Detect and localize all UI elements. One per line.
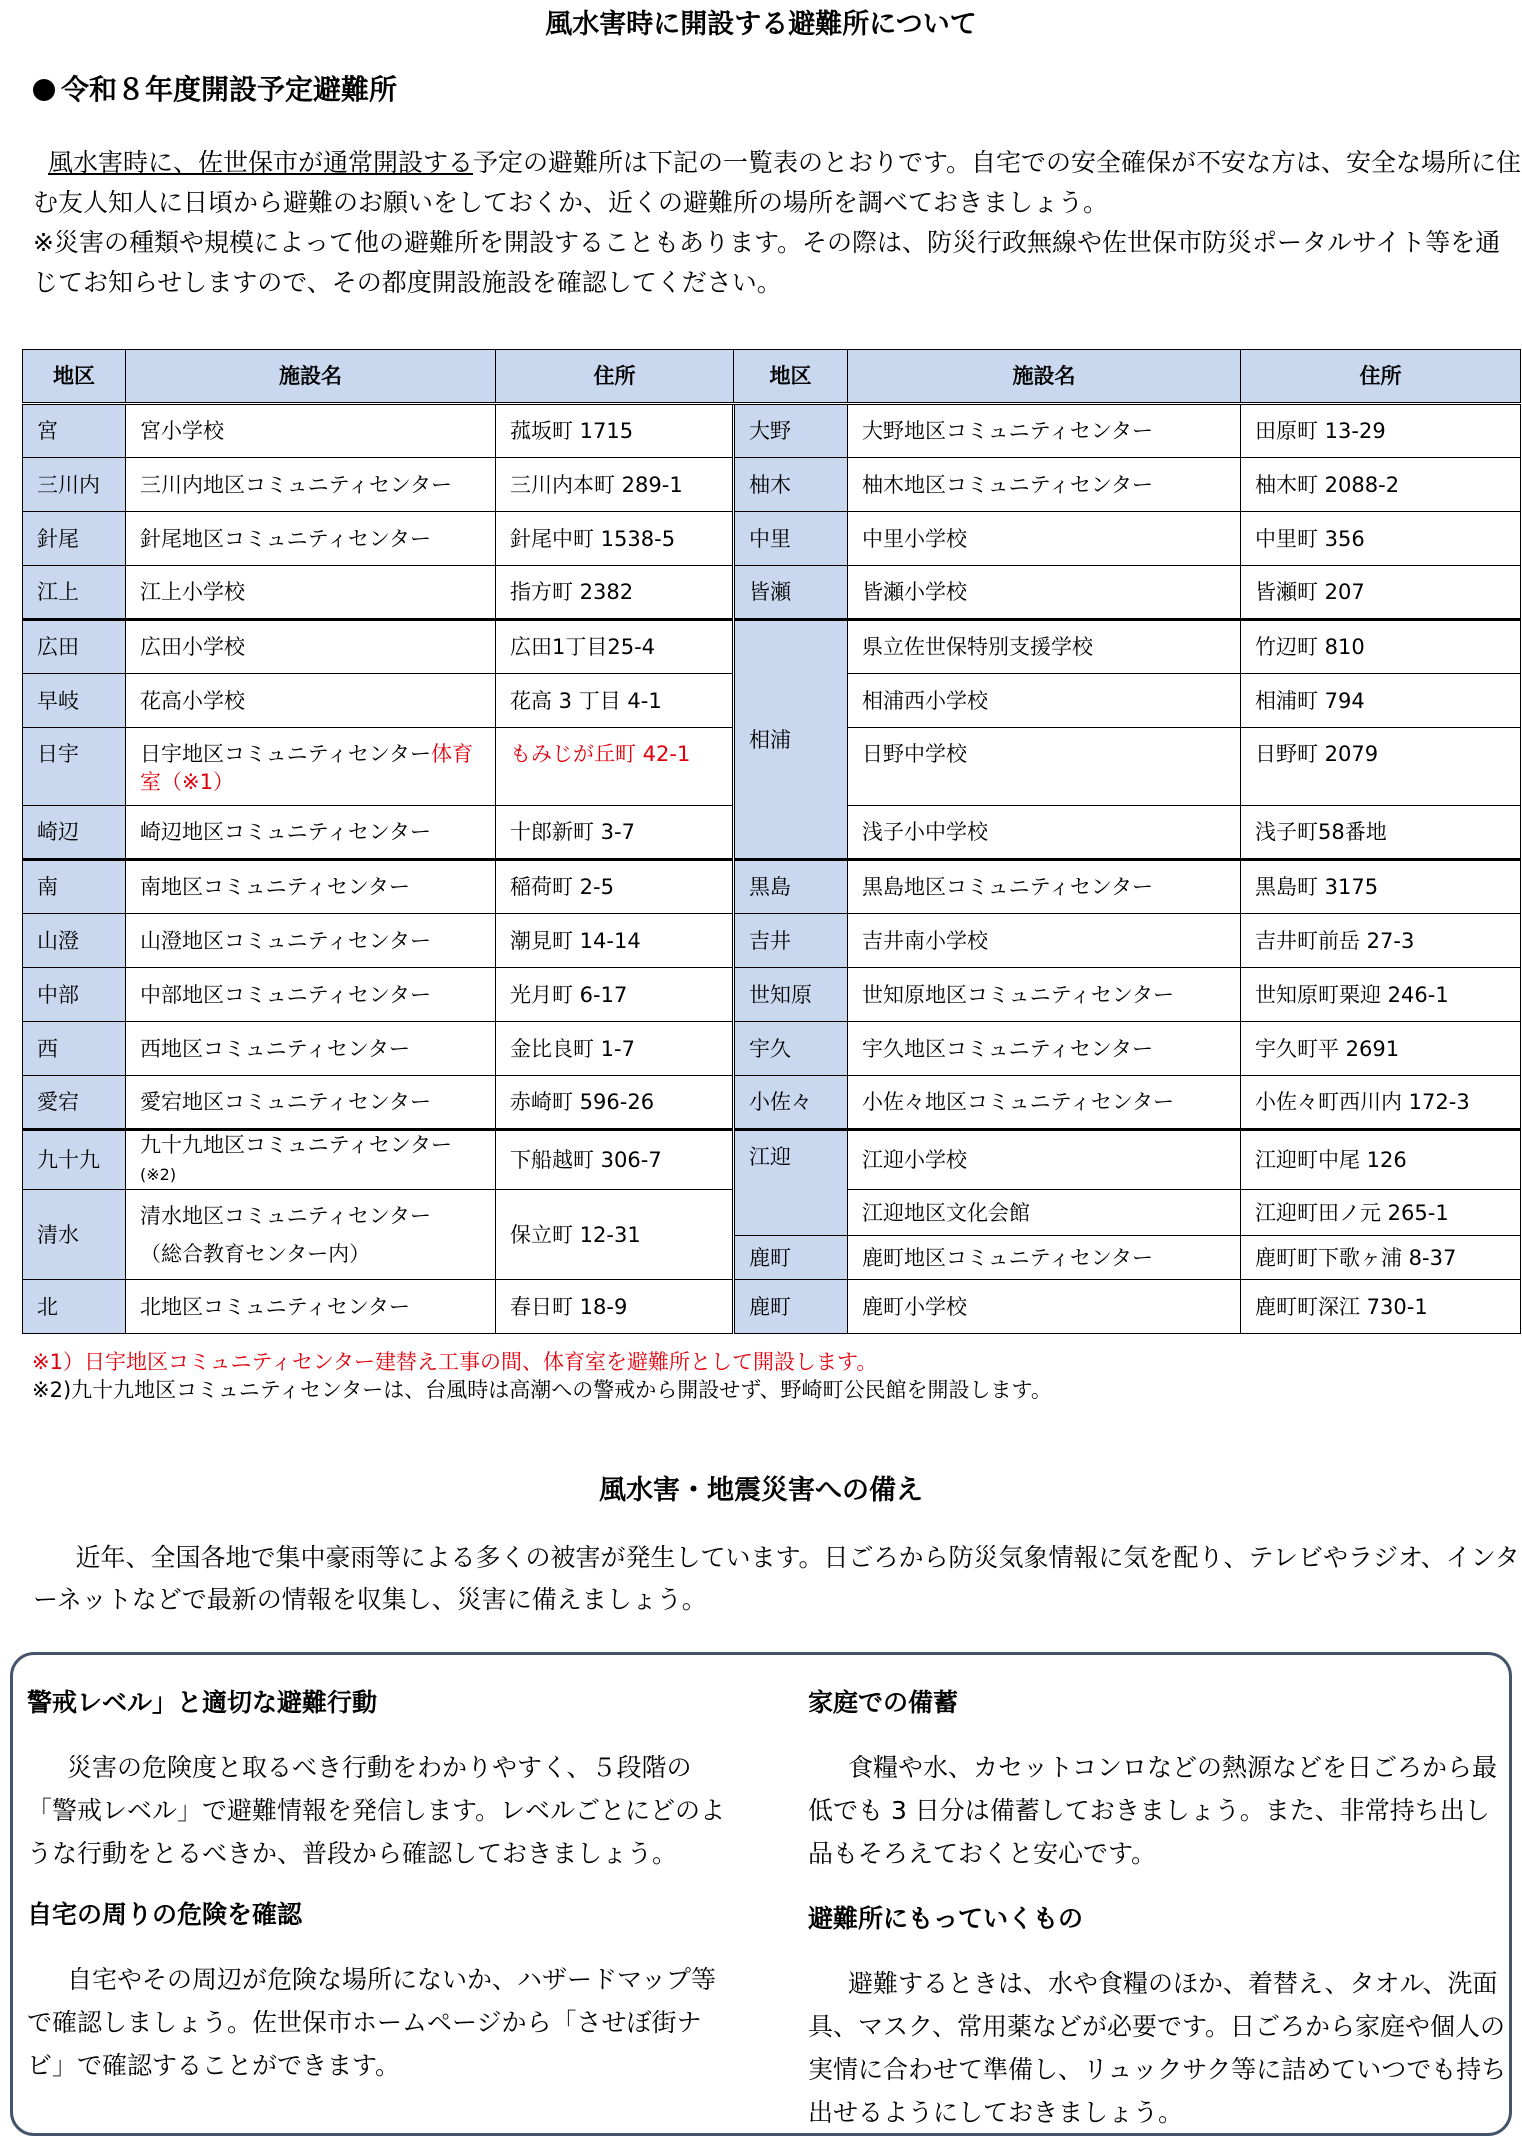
- area-cell: 皆瀬: [734, 566, 848, 620]
- section-subtitle: [33, 68, 397, 108]
- section-intro: [33, 1537, 1522, 1621]
- footnotes: [32, 1348, 1052, 1404]
- intro-note: ※災害の種類や規模によって他の避難所を開設することもあります。その際は、防災行政無線や佐世保市防災ポータルサイト等を通じてお知らせしますので、その都度開設施設を確認してください。: [33, 228, 1501, 297]
- facility-cell: 愛宕地区コミュニティセンター: [126, 1076, 496, 1130]
- facility-cell: 柚木地区コミュニティセンター: [848, 458, 1241, 512]
- facility-cell: 花高小学校: [126, 674, 496, 728]
- area-cell: 三川内: [23, 458, 126, 512]
- facility-cell: 宇久地区コミュニティセンター: [848, 1022, 1241, 1076]
- facility-cell: 中部地区コミュニティセンター: [126, 968, 496, 1022]
- home-heading: 自宅の周りの危険を確認: [27, 1900, 303, 1929]
- area-cell: 崎辺: [23, 806, 126, 860]
- address-cell: 田原町 13-29: [1241, 404, 1521, 458]
- facility-cell: 県立佐世保特別支援学校: [848, 620, 1241, 674]
- address-cell: 菰坂町 1715: [496, 404, 734, 458]
- col-header: 施設名: [848, 350, 1241, 404]
- area-cell: 江迎: [734, 1130, 848, 1236]
- facility-name: 清水地区コミュニティセンター: [140, 1203, 432, 1228]
- address-cell: 鹿町町深江 730-1: [1241, 1280, 1521, 1334]
- table-row: [23, 860, 1521, 914]
- area-cell: 江上: [23, 566, 126, 620]
- address-cell: 指方町 2382: [496, 566, 734, 620]
- address-cell: 広田1丁目25-4: [496, 620, 734, 674]
- facility-cell: 江迎小学校: [848, 1130, 1241, 1190]
- facility-cell: 浅子小中学校: [848, 806, 1241, 860]
- facility-footnote: (※2): [140, 1165, 177, 1184]
- address-cell: 鹿町町下歌ヶ浦 8-37: [1241, 1236, 1521, 1280]
- area-cell: 愛宕: [23, 1076, 126, 1130]
- facility-cell: 三川内地区コミュニティセンター: [126, 458, 496, 512]
- address-cell: 三川内本町 289-1: [496, 458, 734, 512]
- bring-heading: 避難所にもっていくもの: [808, 1904, 1084, 1933]
- facility-cell: 日野中学校: [848, 728, 1241, 806]
- tips-left-column: [27, 1681, 727, 2087]
- address-cell: 十郎新町 3-7: [496, 806, 734, 860]
- table-row: [23, 512, 1521, 566]
- tips-right-column: [808, 1681, 1508, 2134]
- facility-red-note: 体育室（※1）: [140, 742, 474, 794]
- area-cell: 早岐: [23, 674, 126, 728]
- address-cell: 稲荷町 2-5: [496, 860, 734, 914]
- facility-cell: 山澄地区コミュニティセンター: [126, 914, 496, 968]
- home-text: 自宅やその周辺が危険な場所にないか、ハザードマップ等で確認しましょう。佐世保市ホームページから「させぼ街ナビ」で確認することができます。: [27, 1965, 717, 2080]
- facility-cell: 鹿町地区コミュニティセンター: [848, 1236, 1241, 1280]
- stock-text: 食糧や水、カセットコンロなどの熱源などを日ごろから最低でも 3 日分は備蓄しておきましょう。また、非常持ち出し品もそろえておくと安心です。: [808, 1753, 1498, 1868]
- tips-box: [10, 1652, 1512, 2136]
- area-cell: 柚木: [734, 458, 848, 512]
- footnote-2: ※2)九十九地区コミュニティセンターは、台風時は高潮への警戒から開設せず、野崎町公民館を開設します。: [32, 1378, 1052, 1402]
- address-cell: 日野町 2079: [1241, 728, 1521, 806]
- address-cell: 江迎町中尾 126: [1241, 1130, 1521, 1190]
- area-cell: 山澄: [23, 914, 126, 968]
- table-row: [23, 1076, 1521, 1130]
- address-cell: 春日町 18-9: [496, 1280, 734, 1334]
- address-cell: 相浦町 794: [1241, 674, 1521, 728]
- facility-cell: 北地区コミュニティセンター: [126, 1280, 496, 1334]
- bring-text: 避難するときは、水や食糧のほか、着替え、タオル、洗面具、マスク、常用薬などが必要です。日ごろから家庭や個人の実情に合わせて準備し、リュックサク等に詰めていつでも持ち出せるようにしておきましょう。: [808, 1969, 1507, 2127]
- address-cell: もみじが丘町 42-1: [496, 728, 734, 806]
- facility-cell: 小佐々地区コミュニティセンター: [848, 1076, 1241, 1130]
- area-cell: 中里: [734, 512, 848, 566]
- area-cell: 鹿町: [734, 1280, 848, 1334]
- level-text: 災害の危険度と取るべき行動をわかりやすく、５段階の「警戒レベル」で避難情報を発信します。レベルごとにどのような行動をとるべきか、普段から確認しておきましょう。: [27, 1753, 726, 1868]
- table-row: [23, 620, 1521, 674]
- facility-name: 日宇地区コミュニティセンター: [140, 742, 432, 766]
- intro-text: [33, 143, 1522, 303]
- area-cell: 相浦: [734, 620, 848, 860]
- address-cell: 中里町 356: [1241, 512, 1521, 566]
- area-cell: 宮: [23, 404, 126, 458]
- area-cell: 中部: [23, 968, 126, 1022]
- intro-rest: 予定の避難所は下記の一覧表のとおりです。自宅での安全確保が不安な方は、安全な場所に住む友人知人に日頃から避難のお願いをしておくか、近くの避難所の場所を調べておきましょう。: [33, 148, 1522, 217]
- area-cell: 九十九: [23, 1130, 126, 1190]
- facility-cell: 皆瀬小学校: [848, 566, 1241, 620]
- facility-cell: 大野地区コミュニティセンター: [848, 404, 1241, 458]
- address-cell: 吉井町前岳 27-3: [1241, 914, 1521, 968]
- facility-cell: 相浦西小学校: [848, 674, 1241, 728]
- area-cell: 西: [23, 1022, 126, 1076]
- facility-cell: 黒島地区コミュニティセンター: [848, 860, 1241, 914]
- facility-cell: 広田小学校: [126, 620, 496, 674]
- facility-cell: 針尾地区コミュニティセンター: [126, 512, 496, 566]
- table-row: [23, 1280, 1521, 1334]
- col-header: 施設名: [126, 350, 496, 404]
- facility-cell: [126, 1190, 496, 1280]
- facility-cell: 南地区コミュニティセンター: [126, 860, 496, 914]
- address-cell: 金比良町 1-7: [496, 1022, 734, 1076]
- facility-sub: （総合教育センター内）: [140, 1241, 371, 1266]
- facility-cell: 西地区コミュニティセンター: [126, 1022, 496, 1076]
- table-row: [23, 968, 1521, 1022]
- table-row: [23, 404, 1521, 458]
- address-cell: 皆瀬町 207: [1241, 566, 1521, 620]
- address-cell: 針尾中町 1538-5: [496, 512, 734, 566]
- page-title: 風水害時に開設する避難所について: [545, 9, 977, 40]
- address-cell: 柚木町 2088-2: [1241, 458, 1521, 512]
- facility-cell: 江迎地区文化会館: [848, 1190, 1241, 1236]
- facility-cell: 吉井南小学校: [848, 914, 1241, 968]
- table-row: [23, 566, 1521, 620]
- area-cell: 日宇: [23, 728, 126, 806]
- facility-name: 九十九地区コミュニティセンター: [140, 1133, 453, 1157]
- address-cell: 赤崎町 596-26: [496, 1076, 734, 1130]
- facility-cell: 鹿町小学校: [848, 1280, 1241, 1334]
- area-cell: 広田: [23, 620, 126, 674]
- address-cell: 花高 3 丁目 4-1: [496, 674, 734, 728]
- facility-cell: 江上小学校: [126, 566, 496, 620]
- table-header-row: [23, 350, 1521, 404]
- area-cell: 世知原: [734, 968, 848, 1022]
- table-row: [23, 914, 1521, 968]
- section-intro-text: 近年、全国各地で集中豪雨等による多くの被害が発生しています。日ごろから防災気象情報に気を配り、テレビやラジオ、インターネットなどで最新の情報を収集し、災害に備えましょう。: [33, 1543, 1520, 1614]
- address-cell: 光月町 6-17: [496, 968, 734, 1022]
- area-cell: 吉井: [734, 914, 848, 968]
- area-cell: 宇久: [734, 1022, 848, 1076]
- address-cell: 黒島町 3175: [1241, 860, 1521, 914]
- stock-heading: 家庭での備蓄: [808, 1688, 959, 1717]
- table-row: [23, 1130, 1521, 1190]
- address-cell: 世知原町栗迎 246-1: [1241, 968, 1521, 1022]
- section-title: 風水害・地震災害への備え: [599, 1475, 923, 1506]
- area-cell: 北: [23, 1280, 126, 1334]
- col-header: 住所: [1241, 350, 1521, 404]
- footnote-1: ※1）日宇地区コミュニティセンター建替え工事の間、体育室を避難所として開設します。: [32, 1350, 878, 1374]
- facility-cell: [126, 728, 496, 806]
- address-cell: 江迎町田ノ元 265-1: [1241, 1190, 1521, 1236]
- address-cell: 下船越町 306-7: [496, 1130, 734, 1190]
- address-cell: 浅子町58番地: [1241, 806, 1521, 860]
- table-row: [23, 1022, 1521, 1076]
- address-cell: 竹辺町 810: [1241, 620, 1521, 674]
- area-cell: 大野: [734, 404, 848, 458]
- shelter-table: [22, 349, 1521, 1334]
- bullet-icon: [33, 79, 55, 101]
- col-header: 地区: [734, 350, 848, 404]
- area-cell: 清水: [23, 1190, 126, 1280]
- address-cell: 小佐々町西川内 172-3: [1241, 1076, 1521, 1130]
- col-header: 地区: [23, 350, 126, 404]
- address-cell: 潮見町 14-14: [496, 914, 734, 968]
- table-row: [23, 458, 1521, 512]
- intro-underlined: 風水害時に、佐世保市が通常開設する: [48, 148, 474, 177]
- area-cell: 針尾: [23, 512, 126, 566]
- facility-cell: [126, 1130, 496, 1190]
- area-cell: 鹿町: [734, 1236, 848, 1280]
- level-heading: 警戒レベル」と適切な避難行動: [27, 1688, 378, 1717]
- col-header: 住所: [496, 350, 734, 404]
- subtitle-text: 令和８年度開設予定避難所: [61, 73, 398, 106]
- address-cell: 宇久町平 2691: [1241, 1022, 1521, 1076]
- facility-cell: 宮小学校: [126, 404, 496, 458]
- facility-cell: 中里小学校: [848, 512, 1241, 566]
- area-cell: 南: [23, 860, 126, 914]
- facility-cell: 崎辺地区コミュニティセンター: [126, 806, 496, 860]
- area-cell: 小佐々: [734, 1076, 848, 1130]
- address-cell: 保立町 12-31: [496, 1190, 734, 1280]
- facility-cell: 世知原地区コミュニティセンター: [848, 968, 1241, 1022]
- area-cell: 黒島: [734, 860, 848, 914]
